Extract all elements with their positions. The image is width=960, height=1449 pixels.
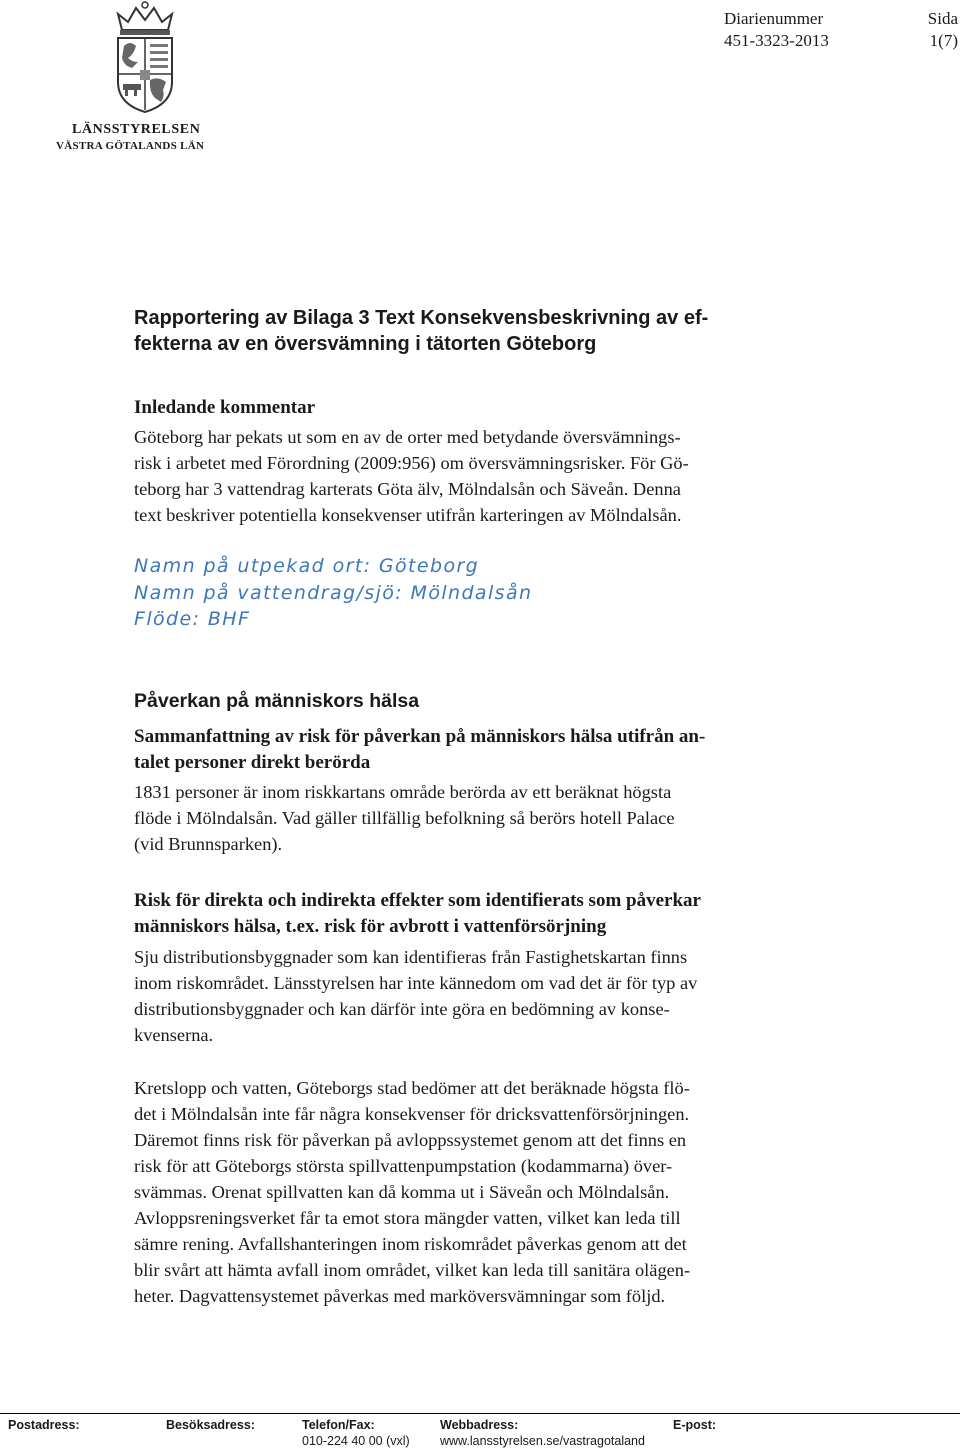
text-line: text beskriver potentiella konsekvenser utifrån karteringen av Mölndalsån.	[134, 505, 682, 525]
footer-telefon	[302, 1417, 410, 1449]
text-line: blir svårt att hämta avfall inom området, vilket kan leda till sanitära olägen-	[134, 1260, 691, 1280]
text-line: Avloppsreningsverket får ta emot stora mängder vatten, vilket kan leda till	[134, 1208, 681, 1228]
text-line: Sju distributionsbyggnader som kan identifieras från Fastighetskartan finns	[134, 947, 688, 967]
flode-value: Flöde: BHF	[134, 608, 251, 630]
section-heading: Påverkan på människors hälsa	[134, 690, 420, 712]
postadress-label: Postadress:	[8, 1418, 80, 1432]
ort-name: Namn på utpekad ort: Göteborg	[134, 555, 480, 577]
text-line: (vid Brunnsparken).	[134, 834, 283, 854]
footer-epost	[673, 1417, 716, 1433]
text-line: kvenserna.	[134, 1025, 214, 1045]
intro-paragraph	[134, 424, 834, 528]
page-title	[134, 305, 834, 357]
text-line: heter. Dagvattensystemet påverkas med marköversvämningar som följd.	[134, 1286, 666, 1306]
subheading-line: talet personer direkt berörda	[134, 752, 371, 773]
authority-region: VÄSTRA GÖTALANDS LÄN	[56, 140, 205, 152]
distribution-buildings-paragraph	[134, 944, 834, 1048]
page-number-block	[920, 8, 958, 52]
text-line: 1831 personer är inom riskkartans område berörda av ett beräknat högsta	[134, 782, 672, 802]
text-line: Däremot finns risk för påverkan på avloppssystemet genom att det finns en	[134, 1130, 687, 1150]
footer-divider	[0, 1413, 960, 1414]
affected-persons-paragraph	[134, 779, 834, 857]
diarienummer-block	[724, 8, 829, 52]
text-line: Göteborg har pekats ut som en av de orter med betydande översvämnings-	[134, 427, 681, 447]
text-line: distributionsbyggnader och kan därför inte göra en bedömning av konse-	[134, 999, 670, 1019]
title-line: Rapportering av Bilaga 3 Text Konsekvensbeskrivning av ef-	[134, 307, 709, 329]
diarienummer-value: 451-3323-2013	[724, 31, 829, 50]
location-metadata	[134, 553, 834, 633]
webb-link[interactable]: www.lansstyrelsen.se/vastragotaland	[440, 1434, 645, 1448]
coat-of-arms-icon	[108, 0, 182, 115]
vattendrag-name: Namn på vattendrag/sjö: Mölndalsån	[134, 581, 533, 604]
footer-postadress	[8, 1417, 80, 1433]
footer-besoksadress	[166, 1417, 255, 1433]
title-line: fekterna av en översvämning i tätorten Göteborg	[134, 333, 597, 355]
sewage-paragraph	[134, 1075, 834, 1309]
text-line: flöde i Mölndalsån. Vad gäller tillfällig befolkning så berörs hotell Palace	[134, 808, 675, 828]
footer-webbadress	[440, 1417, 645, 1449]
subheading-line: människors hälsa, t.ex. risk för avbrott i vattenförsörjning	[134, 916, 607, 937]
diarienummer-label: Diarienummer	[724, 9, 824, 28]
subheading-line: Sammanfattning av risk för påverkan på människors hälsa utifrån an-	[134, 726, 706, 747]
telefon-label: Telefon/Fax:	[302, 1418, 375, 1432]
sida-value: 1(7)	[929, 31, 958, 50]
authority-name: LÄNSSTYRELSEN	[72, 122, 201, 137]
subheading-risks	[134, 888, 834, 940]
telefon-value: 010-224 40 00 (vxl)	[302, 1434, 410, 1448]
text-line: risk för att Göteborgs största spillvattenpumpstation (kodammarna) över-	[134, 1156, 673, 1176]
besoksadress-label: Besöksadress:	[166, 1418, 255, 1432]
text-line: inom riskområdet. Länsstyrelsen har inte kännedom om vad det är för typ av	[134, 973, 698, 993]
authority-logo	[50, 0, 240, 160]
text-line: Kretslopp och vatten, Göteborgs stad bedömer att det beräknade högsta flö-	[134, 1078, 690, 1098]
text-line: teborg har 3 vattendrag karterats Göta älv, Mölndalsån och Säveån. Denna	[134, 479, 681, 499]
epost-label: E-post:	[673, 1418, 717, 1432]
subheading-line: Risk för direkta och indirekta effekter som identifierats som påverkar	[134, 890, 701, 911]
text-line: det i Mölndalsån inte får några konsekvenser för dricksvattenförsörjningen.	[134, 1104, 690, 1124]
text-line: svämmas. Orenat spillvatten kan då komma ut i Säveån och Mölndalsån.	[134, 1182, 670, 1202]
intro-heading: Inledande kommentar	[134, 397, 316, 418]
webb-label: Webbadress:	[440, 1418, 519, 1432]
text-line: sämre rening. Avfallshanteringen inom riskområdet påverkas genom att det	[134, 1234, 687, 1254]
sida-label: Sida	[927, 9, 958, 28]
subheading-summary	[134, 724, 834, 776]
text-line: risk i arbetet med Förordning (2009:956) om översvämningsrisker. För Gö-	[134, 453, 689, 473]
